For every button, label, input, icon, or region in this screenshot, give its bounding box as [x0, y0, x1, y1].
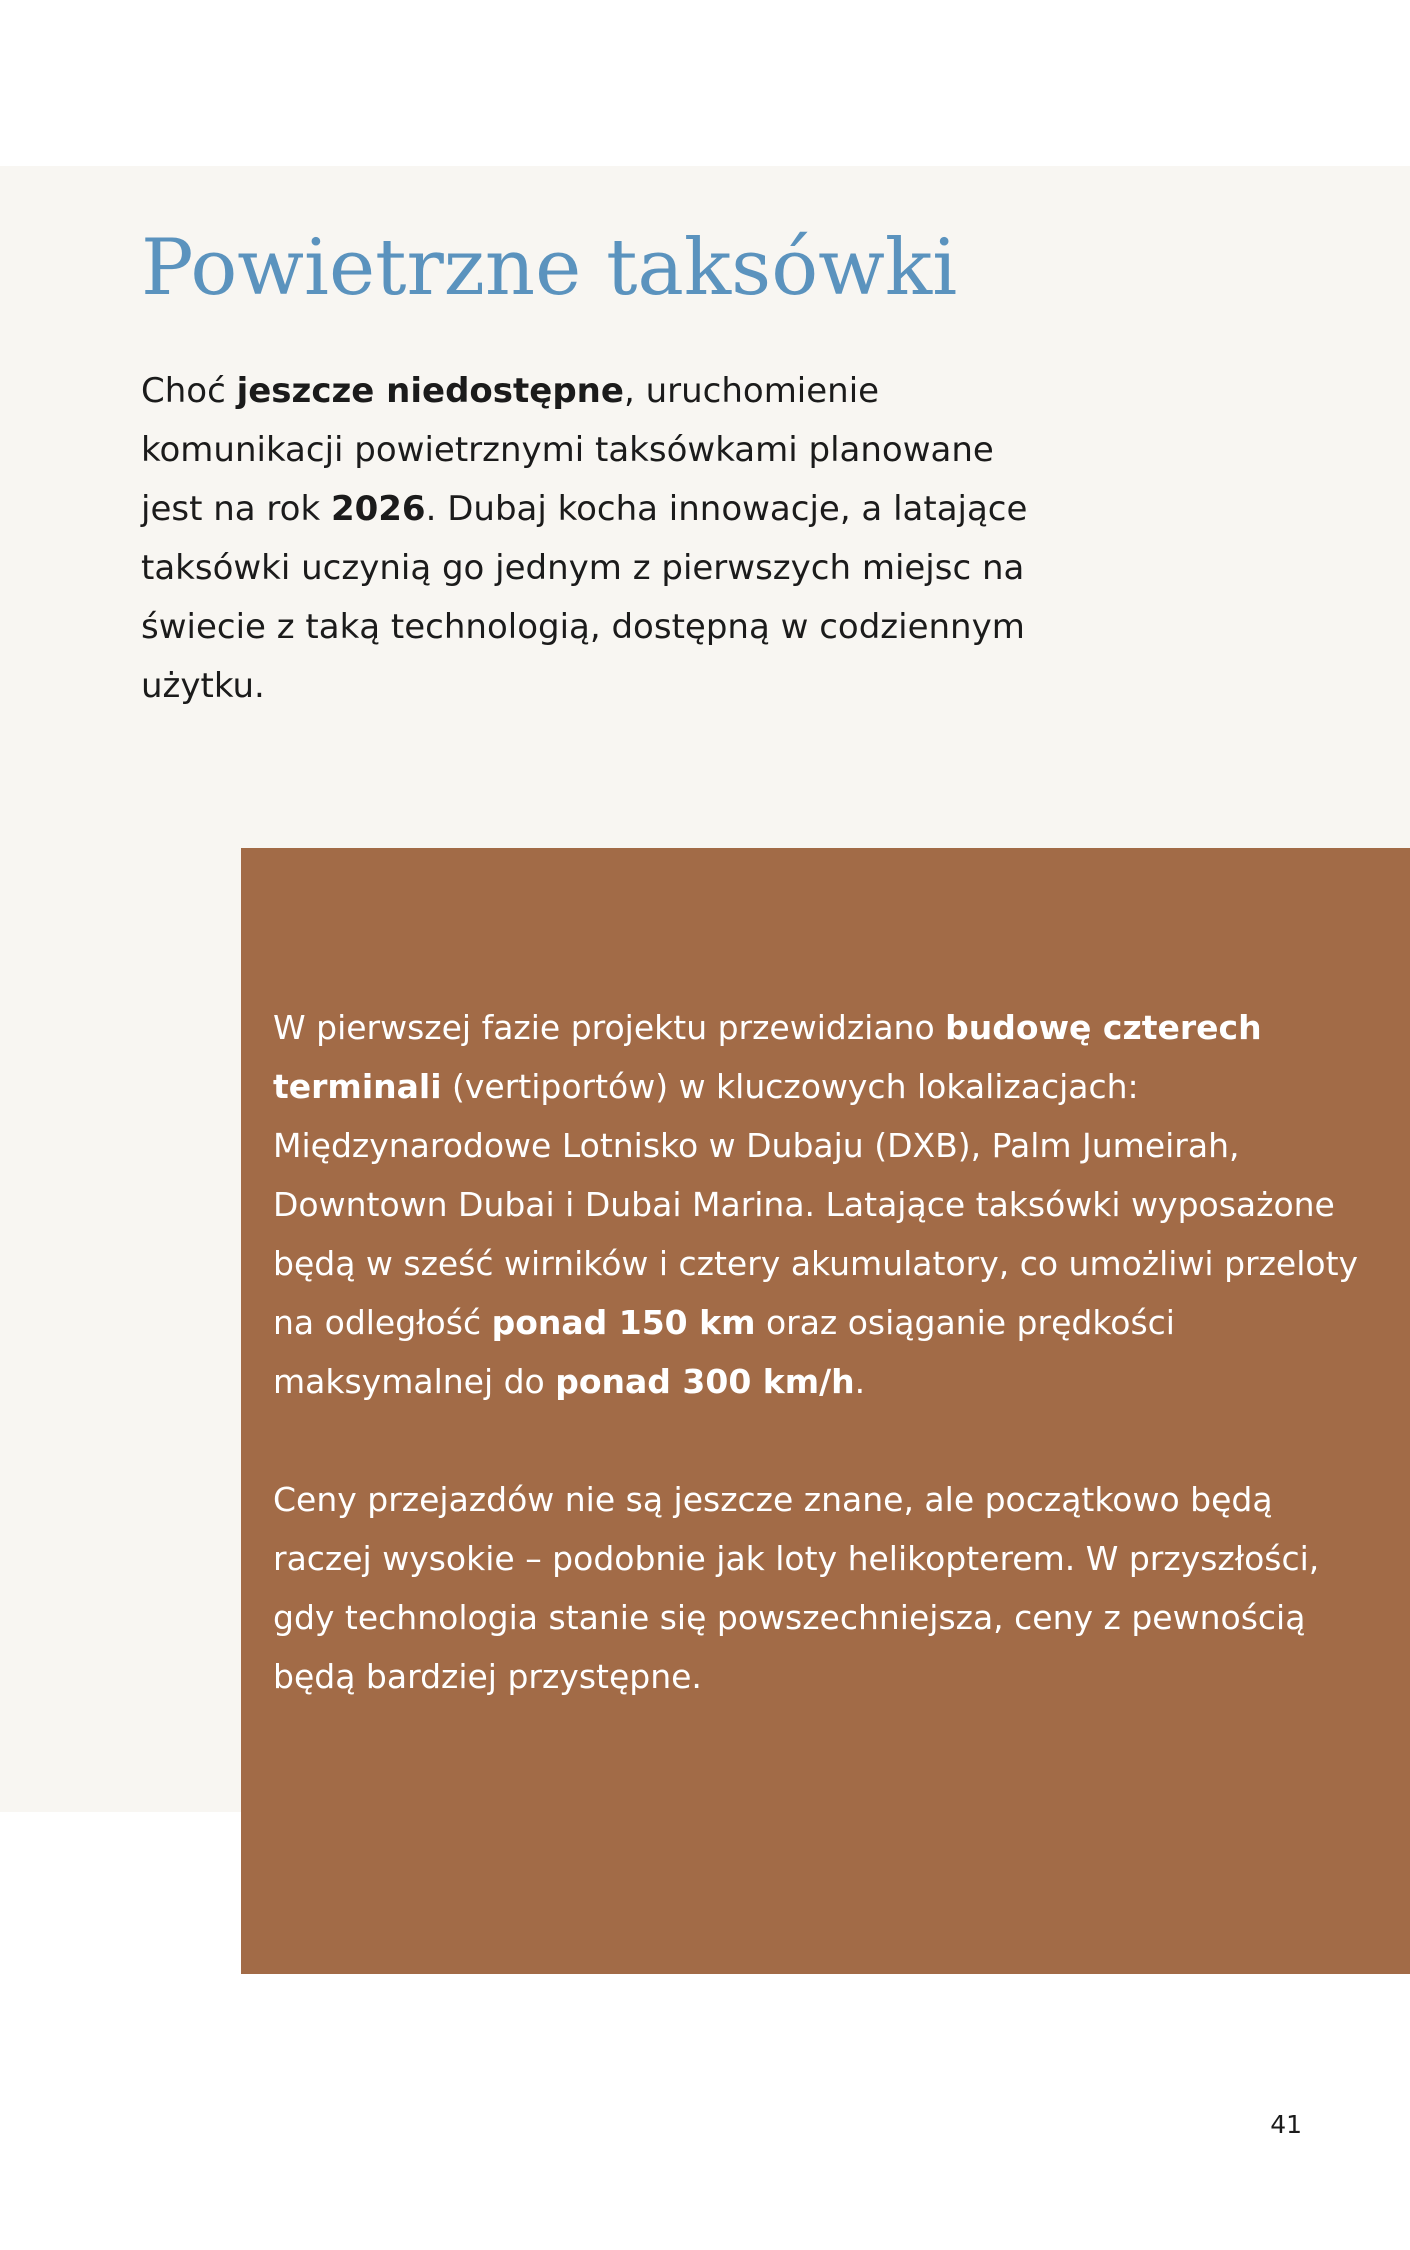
box-p1-text-1: W pierwszej fazie projektu przewidziano — [273, 1008, 946, 1047]
box-paragraph-2: Ceny przejazdów nie są jeszcze znane, ale początkowo będą raczej wysokie – podobnie jak loty helikopterem. W przyszłości, gdy technologia stanie się powszechniejsza, ceny z pewnością będą bardziej przystępne. — [273, 1480, 1320, 1696]
box-p1-bold-3: ponad 300 km/h — [555, 1362, 855, 1401]
box-paragraph-1 — [273, 998, 1363, 1411]
box-p1-bold-2: ponad 150 km — [491, 1303, 756, 1342]
box-p1-text-4: . — [854, 1362, 866, 1401]
page-title: Powietrzne taksówki — [141, 223, 958, 313]
intro-bold-1: jeszcze niedostępne — [236, 371, 624, 411]
intro-bold-2: 2026 — [330, 489, 426, 529]
intro-text-3: . Dubaj kocha innowacje, a latające taksówki uczynią go jednym z pierwszych miejsc na świecie z taką technologią, dostępną w codziennym użytku. — [141, 489, 1028, 706]
intro-paragraph — [141, 362, 1041, 716]
intro-text-2: , uruchomienie komunikacji powietrznymi taksówkami planowane jest na rok — [141, 371, 994, 529]
box-p1-text-2: (vertiportów) w kluczowych lokalizacjach: Międzynarodowe Lotnisko w Dubaju (DXB), Palm Jumeirah, Downtown Dubai i Dubai Marina. Latające taksówki wyposażone będą w sześć wirników i cztery akumulatory, co umożliwi przeloty na odległość — [273, 1067, 1359, 1342]
highlight-box-text — [273, 998, 1363, 1706]
page-number: 41 — [1270, 2110, 1302, 2139]
box-p1-bold-1: budowę czterech terminali — [273, 1008, 1262, 1106]
intro-text-1: Choć — [141, 371, 237, 411]
box-p1-text-3: oraz osiąganie prędkości maksymalnej do — [273, 1303, 1175, 1401]
